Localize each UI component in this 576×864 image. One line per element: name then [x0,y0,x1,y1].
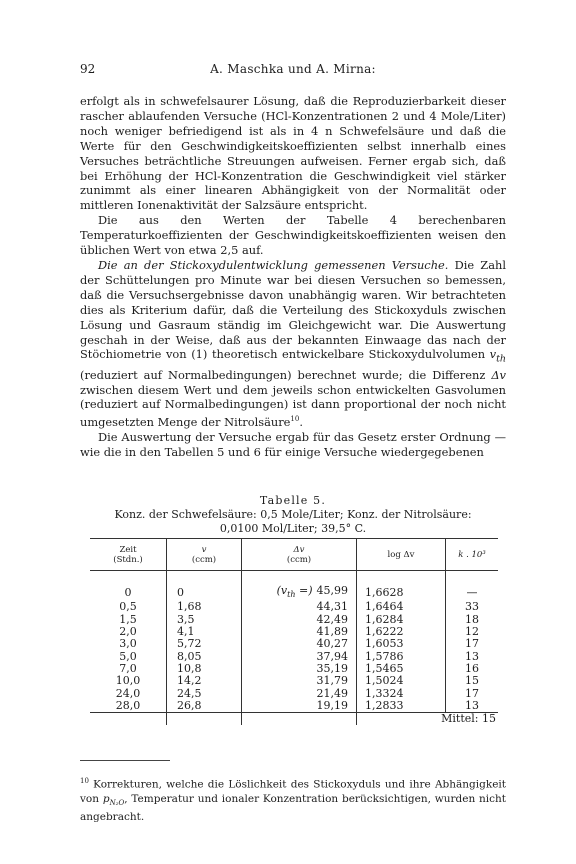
mittel-row [90,713,498,726]
cell-k: 13 [446,651,499,663]
table-row [90,651,498,663]
cell-zeit: 0,5 [119,600,137,614]
cell-log-delta-v: 1,5024 [357,675,446,687]
cell-log-delta-v: 1,6284 [357,614,446,626]
cell-k: 15 [446,675,499,687]
cell-log-delta-v: 1,5786 [357,651,446,663]
cell-v: 3,5 [167,614,242,626]
cell-delta-v: 19,19 [242,700,357,713]
table-row [90,638,498,650]
table-row [90,571,498,602]
p-n2o-symbol: $p_{N_2O}$ [102,792,125,807]
table-row [90,675,498,687]
header-delta-v: Δv (ccm) [242,539,357,571]
header-log-delta-v: log Δv [357,539,446,571]
paragraph-4: Die Auswertung der Versuche ergab für das Gesetz erster Ordnung — wie die in den Tabellen 5 und 6 für einige Versuche wiedergegebenen [80,430,506,459]
cell-k: 12 [446,626,499,638]
cell-log-delta-v: 1,6464 [357,601,446,613]
cell-delta-v: 41,89 [242,626,357,638]
cell-v: 0 [167,571,242,602]
cell-v: 1,68 [167,601,242,613]
header-v: v (ccm) [167,539,242,571]
paragraph-2: Die aus den Werten der Tabelle 4 berechenbaren Temperaturkoeffizienten der Geschwindigkeitskoeffizienten weisen den üblichen Wert von etwa 2,5 auf. [80,213,506,258]
cell-k: 18 [446,614,499,626]
cell-delta-v: 40,27 [242,638,357,650]
cell-delta-v: 44,31 [242,601,357,613]
cell-k: 33 [446,601,499,613]
footnote-number: 10 [80,777,89,785]
vth-label: ($v_{th}$ =) [276,584,313,600]
table-row [90,700,498,713]
table-header-row [90,539,498,571]
paragraph-1: erfolgt als in schwefelsaurer Lösung, daß die Reproduzierbarkeit dieser rascher ablaufenden Versuche (HCl-Konzentrationen 2 und 4 Mole/Liter) noch weniger befriedigend ist als in 4 n Schwefelsäure und daß die Werte für den Geschwindigkeitskoeffizienten selbst innerhalb eines Versuches beträchtliche Streuungen aufweisen. Ferner ergab sich, daß bei Erhöhung der HCl-Konzentration die Geschwindigkeit viel stärker zunimmt als einer linearen Abhängigkeit von der Normalität oder mittleren Ionenaktivität der Salzsäure entspricht. [80,94,506,213]
footnote-rule [80,760,170,761]
cell-k: 16 [446,663,499,675]
cell-delta-v: 31,79 [242,675,357,687]
cell-v: 24,5 [167,688,242,700]
cell-delta-v: 37,94 [242,651,357,663]
table-body [90,571,498,726]
vth-symbol: $v_{th}$ [489,347,506,365]
page-number: 92 [80,62,96,76]
cell-delta-v: ($v_{th}$ =) 45,99 [242,571,357,602]
table-row [90,626,498,638]
cell-log-delta-v: 1,2833 [357,700,446,713]
cell-k: 17 [446,688,499,700]
table-row [90,663,498,675]
cell-zeit: 1,5 [119,612,137,626]
cell-log-delta-v: 1,3324 [357,688,446,700]
paragraph-3: Die an der Stickoxydulentwicklung gemessenen Versuche. Die Zahl der Schüttelungen pro Minute war bei diesen Versuchen so bemessen, daß die Versuchsergebnisse davon unabhängig waren. Wir betrachteten dies als Kriterium dafür, daß die Verteilung des Stickoxyduls zwischen Lösung und Gasraum ständig im Gleichgewicht war. Die Auswertung geschah in der Weise, daß aus der bekannten Einwaage das nach der Stöchiometrie von (1) theoretisch entwickelbare Stickoxydulvolumen $v_{th}$ (reduziert auf Normalbedingungen) berechnet wurde; die Differenz Δv zwischen diesem Wert und dem jeweils schon entwickelten Gasvolumen (reduziert auf Normalbedingungen) ist dann proportional der noch nicht umgesetzten Menge der Nitrolsäure$^{10}$. [80,257,506,430]
table-title: Tabelle 5. [259,494,327,507]
cell-v: 4,1 [167,626,242,638]
body-text [80,94,506,460]
cell-zeit: 24,0 [115,686,141,700]
cell-k: 17 [446,638,499,650]
data-table [90,538,498,725]
footnote-text-a: Korrekturen, welche die Löslichkeit des Stickoxyduls und ihre Abhängigkeit von [80,778,506,805]
footnote-ref: 10 [290,415,300,424]
cell-zeit: 3,0 [119,637,137,651]
cell-delta-v: 35,19 [242,663,357,675]
paragraph-3-text-b: (reduziert auf Normalbedingungen) berechnet wurde; die Differenz [80,367,492,382]
delta-v-symbol: Δv [491,367,506,382]
section-heading: Die an der Stickoxydulentwicklung gemessenen Versuche. [98,257,449,272]
cell-v: 8,05 [167,651,242,663]
running-title: A. Maschka und A. Mirna: [210,62,376,76]
table-row [90,601,498,613]
cell-v: 10,8 [167,663,242,675]
paragraph-3-text-a: Die Zahl der Schüttelungen pro Minute war bei diesen Versuchen so bemessen, daß die Versuchsergebnisse davon unabhängig waren. Wir betrachteten dies als Kriterium dafür, daß die Verteilung des Stickoxyduls zwischen Lösung und Gasraum ständig im Gleichgewicht war. Die Auswertung geschah in der Weise, daß aus der bekannten Einwaage das nach der Stöchiometrie von (1) theoretisch entwickelbare Stickoxydulvolumen [80,257,506,362]
table-caption [80,494,506,536]
cell-delta-v: 21,49 [242,688,357,700]
cell-log-delta-v: 1,6053 [357,638,446,650]
cell-zeit: 10,0 [115,674,141,688]
cell-zeit: 5,0 [119,649,137,663]
header-zeit: Zeit (Stdn.) [90,539,167,571]
cell-v: 5,72 [167,638,242,650]
cell-v: 26,8 [167,700,242,713]
footnote [80,774,506,824]
table-caption-line-2: 0,0100 Mol/Liter; 39,5° C. [219,522,367,535]
cell-log-delta-v: 1,6628 [357,571,446,602]
cell-delta-v: 42,49 [242,614,357,626]
cell-zeit: 0 [124,586,132,600]
header-k: k . 10³ [446,539,499,571]
mittel-value: Mittel: 15 [357,713,499,726]
cell-v: 14,2 [167,675,242,687]
cell-log-delta-v: 1,5465 [357,663,446,675]
cell-zeit: 28,0 [115,698,141,712]
table-row [90,614,498,626]
table-caption-line-1: Konz. der Schwefelsäure: 0,5 Mole/Liter; Konz. der Nitrolsäure: [114,508,472,521]
cell-zeit: 2,0 [119,625,137,639]
paragraph-3-text-c: zwischen diesem Wert und dem jeweils schon entwickelten Gasvolumen (reduziert auf Normalbedingungen) ist dann proportional der noch nicht umgesetzten Menge der Nitrolsäure [80,382,506,430]
cell-zeit: 7,0 [119,661,137,675]
cell-k: 13 [446,700,499,713]
cell-k: — [446,571,499,602]
page-header [80,62,506,78]
footnote-text-b: , Temperatur und ionaler Konzentration berücksichtigen, wurden nicht angebracht. [80,792,507,823]
table-row [90,688,498,700]
cell-log-delta-v: 1,6222 [357,626,446,638]
